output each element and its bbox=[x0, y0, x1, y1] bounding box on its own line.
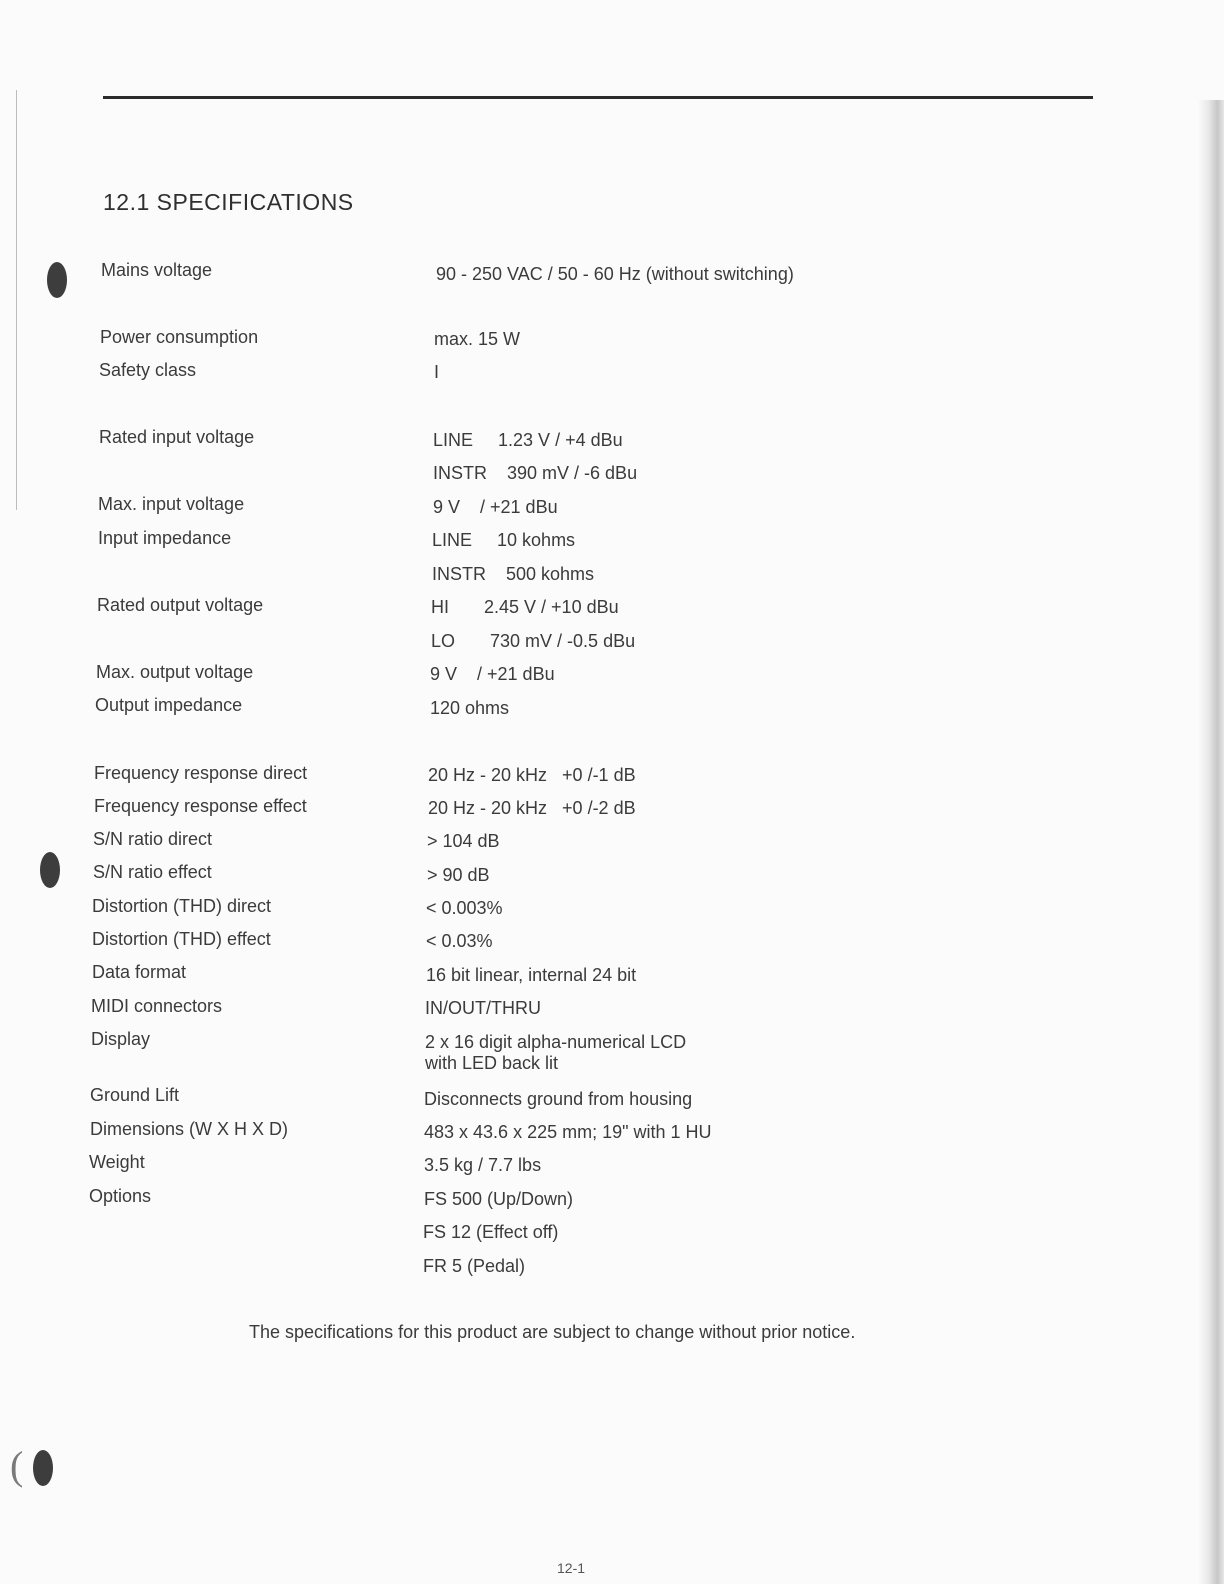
spec-value: 9 V / +21 dBu bbox=[433, 497, 558, 517]
binding-mark: ( bbox=[10, 1443, 24, 1488]
spec-value: IN/OUT/THRU bbox=[425, 998, 541, 1018]
spec-label: Rated output voltage bbox=[97, 595, 264, 615]
spec-value: LO 730 mV / -0.5 dBu bbox=[431, 631, 636, 651]
spec-label: S/N ratio effect bbox=[93, 862, 212, 882]
spec-value: INSTR 390 mV / -6 dBu bbox=[433, 463, 638, 483]
spec-label: Distortion (THD) effect bbox=[92, 929, 271, 949]
spec-label: Mains voltage bbox=[101, 260, 213, 280]
spec-value: 9 V / +21 dBu bbox=[430, 664, 555, 684]
spec-value: with LED back lit bbox=[425, 1053, 559, 1073]
spec-label: Frequency response effect bbox=[94, 796, 307, 816]
spec-value: FS 12 (Effect off) bbox=[423, 1222, 559, 1242]
spec-value: I bbox=[434, 362, 440, 382]
spec-label: S/N ratio direct bbox=[93, 829, 213, 849]
spec-value: LINE 1.23 V / +4 dBu bbox=[433, 430, 623, 450]
spec-label: Dimensions (W X H X D) bbox=[90, 1119, 289, 1139]
spec-value: max. 15 W bbox=[434, 329, 521, 349]
page-number: 12-1 bbox=[557, 1560, 586, 1576]
spec-value: 16 bit linear, internal 24 bit bbox=[426, 965, 637, 985]
spec-label: Options bbox=[89, 1186, 152, 1206]
spec-label: Input impedance bbox=[98, 528, 232, 548]
spec-value: 3.5 kg / 7.7 lbs bbox=[424, 1155, 542, 1175]
spec-value: 483 x 43.6 x 225 mm; 19" with 1 HU bbox=[424, 1122, 712, 1142]
spec-value: INSTR 500 kohms bbox=[432, 564, 595, 584]
spec-value: < 0.003% bbox=[426, 898, 503, 918]
spec-label: Weight bbox=[89, 1152, 145, 1172]
spec-label: Max. input voltage bbox=[98, 494, 245, 514]
footnote: The specifications for this product are subject to change without prior notice. bbox=[249, 1322, 856, 1342]
spec-value: LINE 10 kohms bbox=[432, 530, 576, 550]
spec-label: Output impedance bbox=[95, 695, 243, 715]
spec-label: Display bbox=[91, 1029, 151, 1049]
spec-value: 90 - 250 VAC / 50 - 60 Hz (without switching) bbox=[436, 264, 794, 284]
spec-label: Distortion (THD) direct bbox=[92, 896, 272, 916]
section-title: 12.1 SPECIFICATIONS bbox=[103, 189, 354, 215]
spec-value: > 104 dB bbox=[427, 831, 500, 851]
spec-value: Disconnects ground from housing bbox=[424, 1089, 693, 1109]
spec-label: MIDI connectors bbox=[91, 996, 223, 1016]
spec-label: Power consumption bbox=[100, 327, 259, 347]
spec-value: 20 Hz - 20 kHz +0 /-1 dB bbox=[428, 765, 636, 785]
spec-label: Max. output voltage bbox=[96, 662, 254, 682]
spec-value: HI 2.45 V / +10 dBu bbox=[431, 597, 619, 617]
spec-value: < 0.03% bbox=[426, 931, 493, 951]
spec-value: FR 5 (Pedal) bbox=[423, 1256, 526, 1276]
spec-label: Safety class bbox=[99, 360, 197, 380]
spec-value: FS 500 (Up/Down) bbox=[424, 1189, 574, 1209]
spec-label: Ground Lift bbox=[90, 1085, 180, 1105]
spec-label: Frequency response direct bbox=[94, 763, 308, 783]
spec-label: Rated input voltage bbox=[99, 427, 255, 447]
spec-value: > 90 dB bbox=[427, 865, 490, 885]
spec-value: 20 Hz - 20 kHz +0 /-2 dB bbox=[428, 798, 636, 818]
spec-label: Data format bbox=[92, 962, 187, 982]
spec-value: 2 x 16 digit alpha-numerical LCD bbox=[425, 1032, 687, 1052]
spec-value: 120 ohms bbox=[430, 698, 510, 718]
